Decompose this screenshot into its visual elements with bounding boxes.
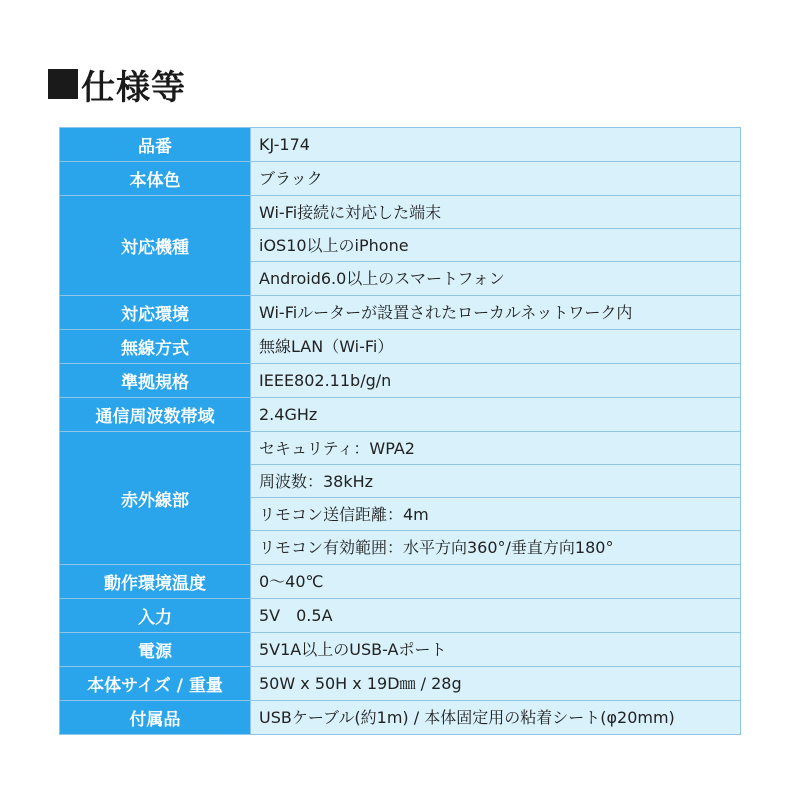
- spec-value: [251, 599, 741, 633]
- spec-row: [60, 330, 741, 364]
- spec-label: 対応機種: [60, 196, 251, 296]
- spec-value-line: リモコン送信距離：4m: [251, 498, 740, 531]
- spec-value-line: 5V 0.5A: [259, 606, 333, 625]
- spec-value: [251, 128, 741, 162]
- spec-value: [251, 701, 741, 735]
- spec-value-line: 無線LAN（Wi-Fi）: [259, 337, 394, 356]
- spec-label: 対応環境: [60, 296, 251, 330]
- spec-value-line: Android6.0以上のスマートフォン: [259, 269, 505, 288]
- spec-value-line: KJ-174: [259, 135, 310, 154]
- spec-label: 付属品: [60, 701, 251, 735]
- spec-value-line: 50W x 50H x 19D㎜ / 28g: [259, 674, 462, 693]
- spec-label: 赤外線部: [60, 432, 251, 565]
- spec-label: 本体色: [60, 162, 251, 196]
- spec-value: [251, 330, 741, 364]
- spec-value: [251, 565, 741, 599]
- spec-value: [251, 398, 741, 432]
- spec-row: [60, 128, 741, 162]
- spec-value-line: iOS10以上のiPhone: [251, 229, 740, 262]
- spec-value-line: IEEE802.11b/g/n: [259, 371, 392, 390]
- spec-row: [60, 432, 741, 565]
- spec-value: [251, 296, 741, 330]
- spec-value-line: ブラック: [259, 169, 323, 188]
- spec-value-line: 2.4GHz: [259, 405, 318, 424]
- spec-value: [251, 667, 741, 701]
- spec-value: [251, 432, 741, 565]
- spec-label: 無線方式: [60, 330, 251, 364]
- spec-row: [60, 667, 741, 701]
- spec-label: 準拠規格: [60, 364, 251, 398]
- spec-row: [60, 565, 741, 599]
- spec-value-line: 周波数：38kHz: [251, 465, 740, 498]
- spec-row: [60, 398, 741, 432]
- spec-row: [60, 296, 741, 330]
- spec-label: 通信周波数帯域: [60, 398, 251, 432]
- spec-row: [60, 599, 741, 633]
- spec-table: [59, 127, 741, 735]
- spec-row: [60, 196, 741, 296]
- title-text: 仕様等: [81, 67, 186, 108]
- spec-row: [60, 162, 741, 196]
- spec-value: [251, 364, 741, 398]
- spec-value-line: Wi-Fiルーターが設置されたローカルネットワーク内: [259, 303, 633, 322]
- spec-value: [251, 162, 741, 196]
- spec-row: [60, 701, 741, 735]
- spec-value-line: リモコン有効範囲：水平方向360°/垂直方向180°: [259, 538, 614, 557]
- spec-label: 入力: [60, 599, 251, 633]
- title-square-icon: [48, 69, 78, 99]
- spec-label: 品番: [60, 128, 251, 162]
- spec-value-line: 5V1A以上のUSB-Aポート: [259, 640, 447, 659]
- spec-value-line: 0〜40℃: [259, 572, 324, 591]
- spec-label: 本体サイズ / 重量: [60, 667, 251, 701]
- spec-value-line: セキュリティ：WPA2: [251, 432, 740, 465]
- spec-row: [60, 633, 741, 667]
- spec-label: 電源: [60, 633, 251, 667]
- spec-label: 動作環境温度: [60, 565, 251, 599]
- spec-value: [251, 196, 741, 296]
- spec-value: [251, 633, 741, 667]
- spec-value-line: USBケーブル(約1m) / 本体固定用の粘着シート(φ20mm): [259, 708, 675, 727]
- spec-value-line: Wi-Fi接続に対応した端末: [251, 196, 740, 229]
- page-title: [48, 62, 186, 106]
- spec-row: [60, 364, 741, 398]
